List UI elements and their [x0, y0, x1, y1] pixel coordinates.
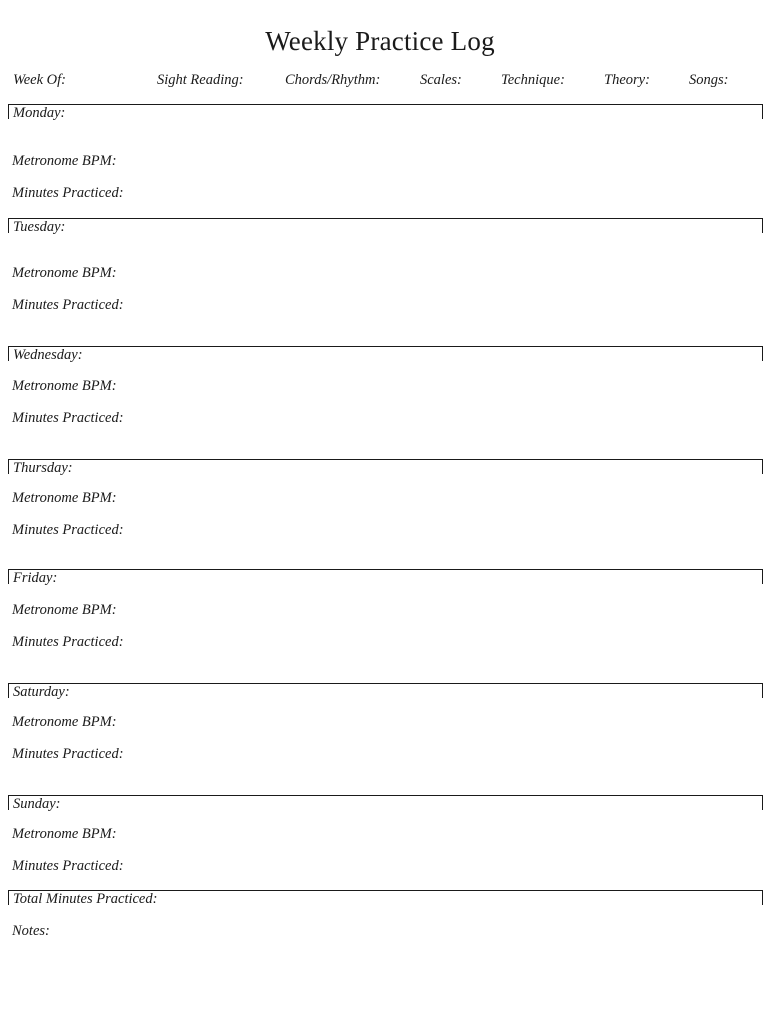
day-label-wednesday: Wednesday:: [13, 347, 83, 363]
minutes-label-tuesday: Minutes Practiced:: [12, 297, 124, 313]
chords-rhythm-label: Chords/Rhythm:: [285, 72, 381, 88]
day-section-sunday: [8, 795, 763, 810]
day-label-friday: Friday:: [13, 570, 58, 586]
minutes-label-wednesday: Minutes Practiced:: [12, 410, 124, 426]
day-label-tuesday: Tuesday:: [13, 219, 66, 235]
page-title: Weekly Practice Log: [265, 26, 495, 56]
bpm-label-wednesday: Metronome BPM:: [12, 378, 117, 394]
technique-label: Technique:: [501, 72, 565, 88]
sight-reading-label: Sight Reading:: [157, 72, 244, 88]
day-label-thursday: Thursday:: [13, 460, 73, 476]
total-minutes-label: Total Minutes Practiced:: [13, 891, 158, 907]
day-label-sunday: Sunday:: [13, 796, 61, 812]
day-section-monday: [8, 104, 763, 119]
week-of-label: Week Of:: [13, 72, 67, 88]
bpm-label-tuesday: Metronome BPM:: [12, 265, 117, 281]
theory-label: Theory:: [604, 72, 650, 88]
day-section-friday: [8, 569, 763, 584]
bpm-label-sunday: Metronome BPM:: [12, 826, 117, 842]
bpm-label-thursday: Metronome BPM:: [12, 490, 117, 506]
songs-label: Songs:: [689, 72, 729, 88]
minutes-label-monday: Minutes Practiced:: [12, 185, 124, 201]
notes-label: Notes:: [12, 923, 50, 939]
minutes-label-thursday: Minutes Practiced:: [12, 522, 124, 538]
total-section: [8, 890, 763, 905]
day-section-wednesday: [8, 346, 763, 361]
minutes-label-friday: Minutes Practiced:: [12, 634, 124, 650]
minutes-label-sunday: Minutes Practiced:: [12, 858, 124, 874]
day-section-tuesday: [8, 218, 763, 233]
day-section-thursday: [8, 459, 763, 474]
day-label-saturday: Saturday:: [13, 684, 70, 700]
bpm-label-friday: Metronome BPM:: [12, 602, 117, 618]
bpm-label-monday: Metronome BPM:: [12, 153, 117, 169]
day-section-saturday: [8, 683, 763, 698]
day-label-monday: Monday:: [13, 105, 66, 121]
scales-label: Scales:: [420, 72, 462, 88]
bpm-label-saturday: Metronome BPM:: [12, 714, 117, 730]
minutes-label-saturday: Minutes Practiced:: [12, 746, 124, 762]
